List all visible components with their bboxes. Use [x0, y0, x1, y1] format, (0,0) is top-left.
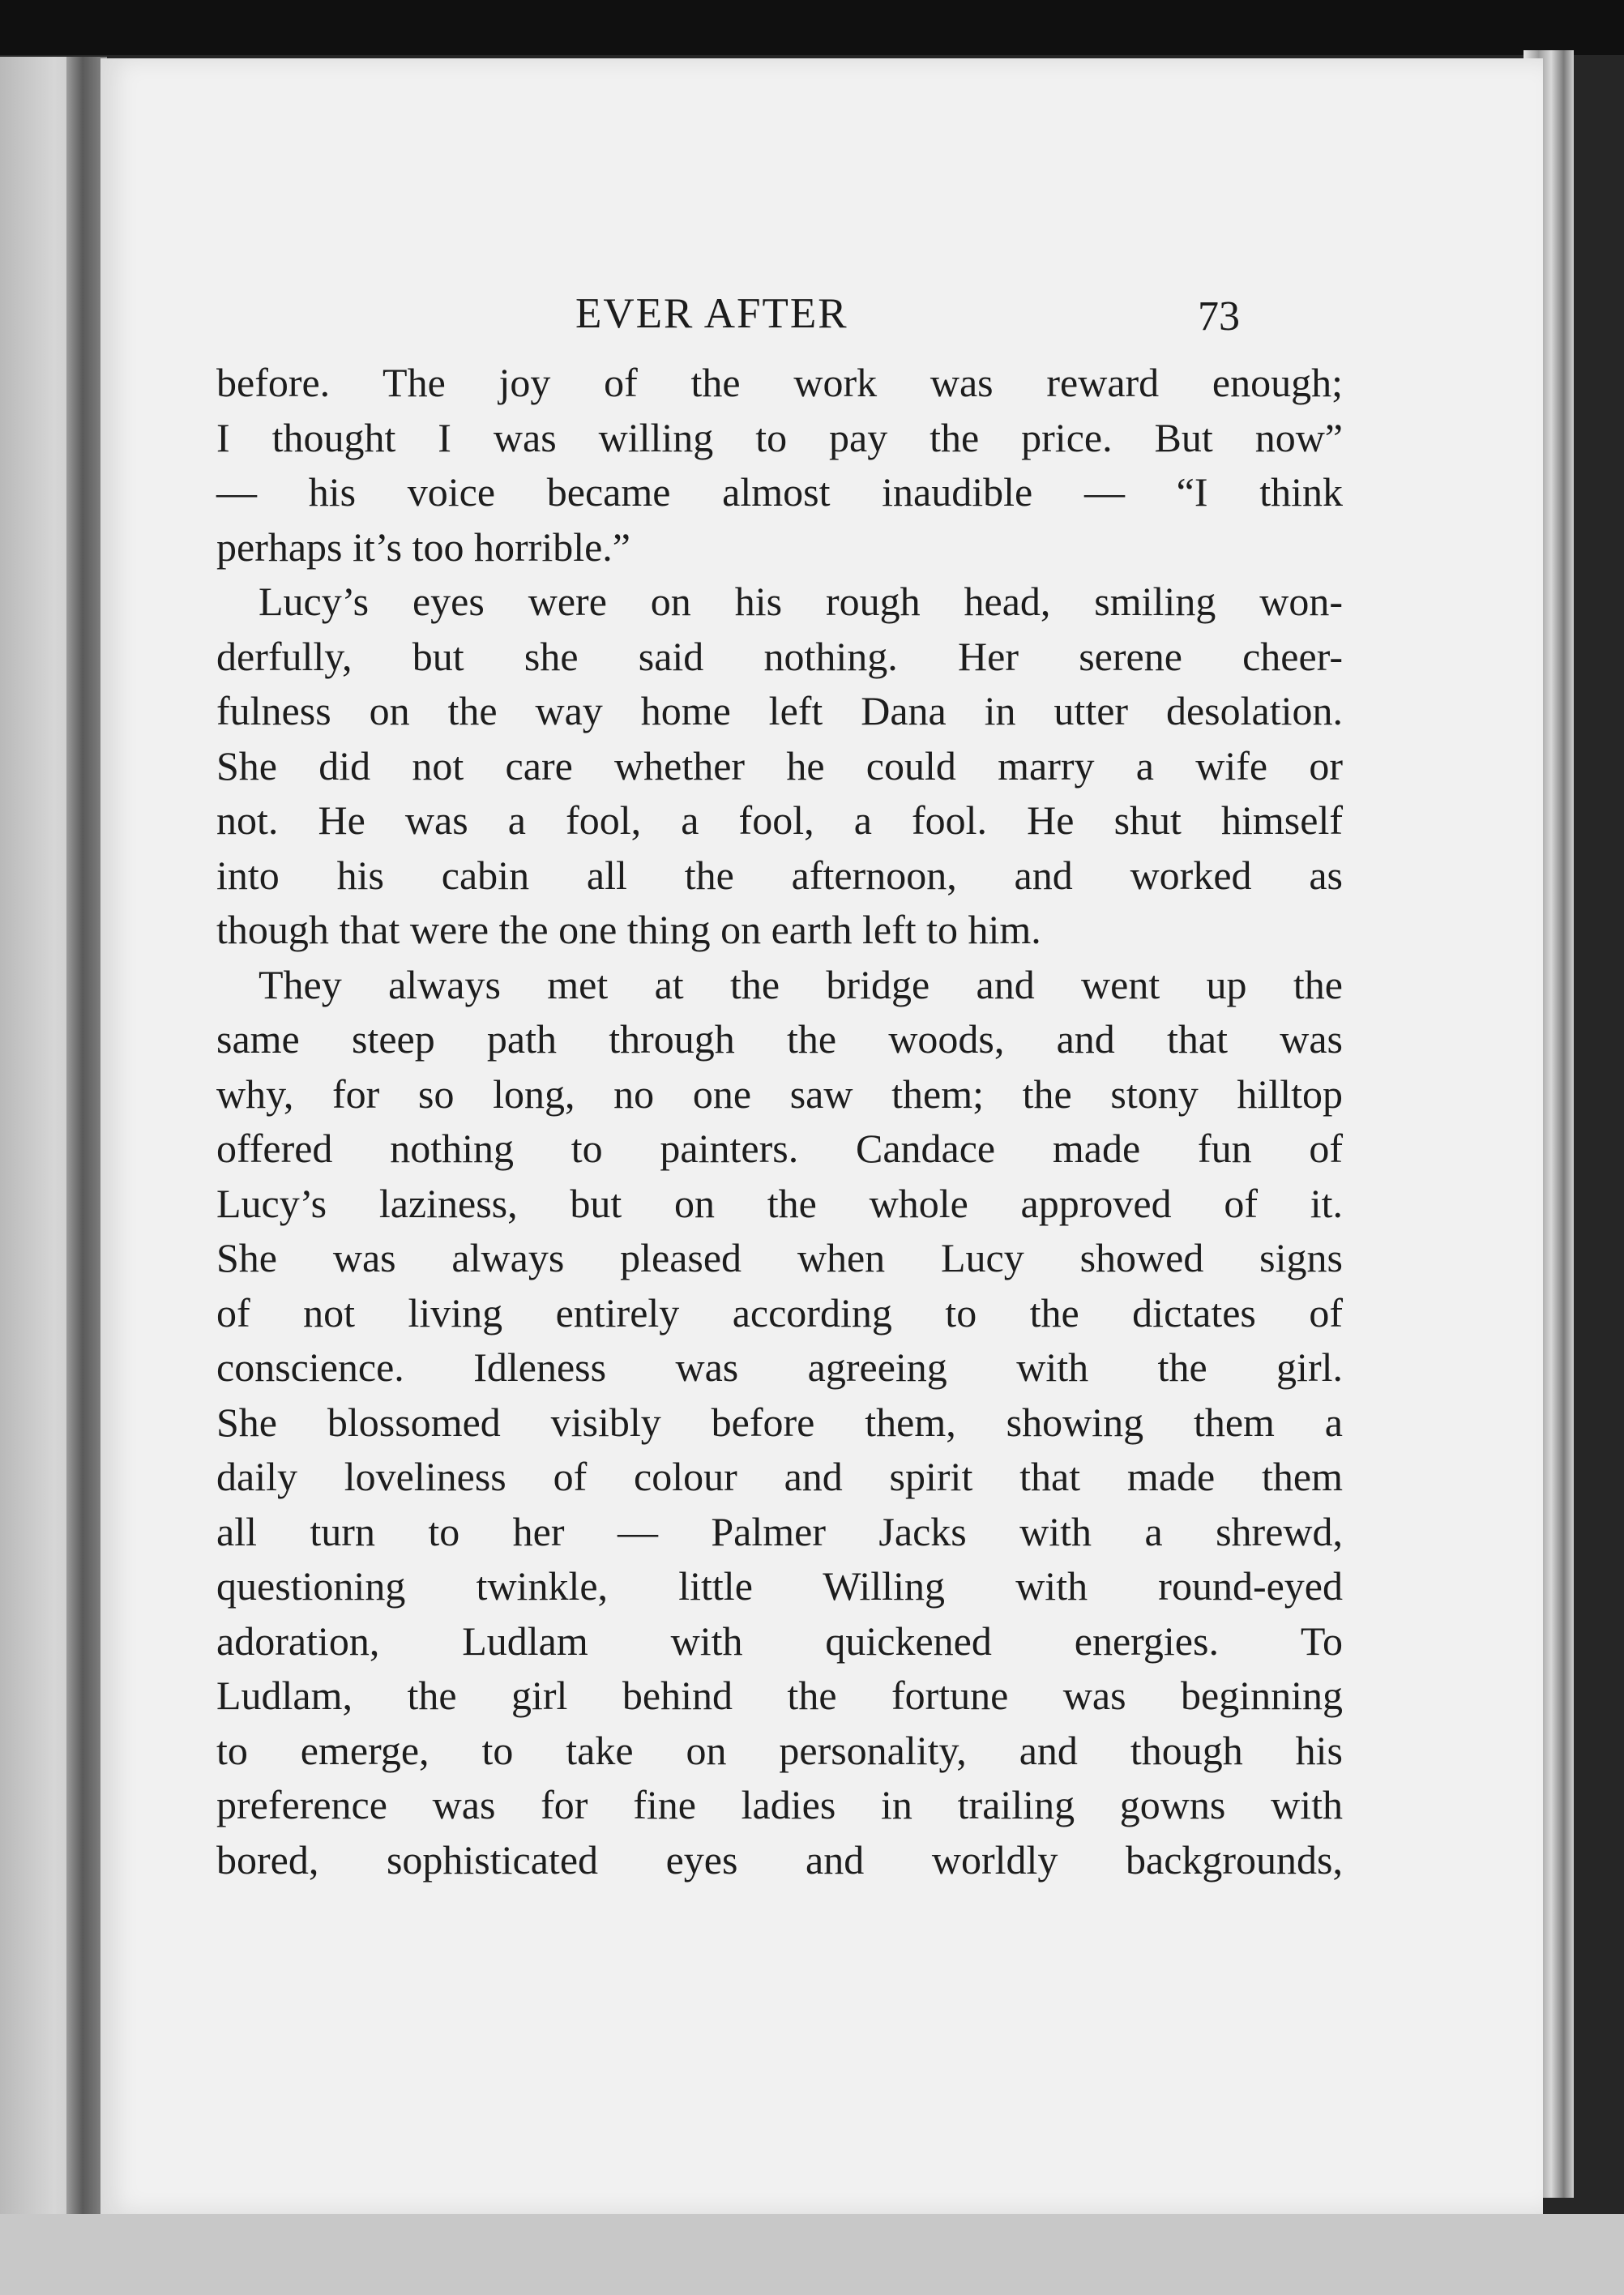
text-line: into his cabin all the afternoon, and worked as: [216, 852, 1343, 898]
book-page: [100, 58, 1543, 2214]
text-line: She blossomed visibly before them, showing them a: [216, 1399, 1343, 1445]
text-line: not. He was a fool, a fool, a fool. He shut himself: [216, 797, 1343, 843]
text-line: why, for so long, no one saw them; the stony hilltop: [216, 1071, 1343, 1117]
text-line: I thought I was willing to pay the price. But now”: [216, 414, 1343, 460]
text-line: adoration, Ludlam with quickened energies. To: [216, 1618, 1343, 1664]
text-line: conscience. Idleness was agreeing with the girl.: [216, 1344, 1343, 1390]
text-line: She did not care whether he could marry a wife or: [216, 742, 1343, 789]
text-line: bored, sophisticated eyes and worldly backgrounds,: [216, 1836, 1343, 1883]
text-line: derfully, but she said nothing. Her serene cheer-: [216, 633, 1343, 679]
scan-top-border: [0, 0, 1624, 55]
text-line: Lucy’s laziness, but on the whole approved of it.: [216, 1180, 1343, 1226]
page-number: 73: [1198, 293, 1240, 340]
text-line: They always met at the bridge and went up the: [259, 961, 1343, 1007]
text-line: all turn to her — Palmer Jacks with a shrewd,: [216, 1508, 1343, 1554]
text-line: before. The joy of the work was reward enough;: [216, 360, 1343, 405]
text-line: offered nothing to painters. Candace made fun of: [216, 1126, 1343, 1171]
text-line: preference was for fine ladies in trailing gowns with: [216, 1782, 1343, 1827]
text-line: questioning twinkle, little Willing with round-eyed: [216, 1563, 1343, 1609]
text-line: of not living entirely according to the dictates of: [216, 1289, 1343, 1336]
text-line: daily loveliness of colour and spirit that made them: [216, 1454, 1343, 1499]
text-line: same steep path through the woods, and that was: [216, 1016, 1343, 1062]
body-text: [216, 356, 1343, 1887]
text-line: Ludlam, the girl behind the fortune was beginning: [216, 1673, 1343, 1718]
text-line: to emerge, to take on personality, and though his: [216, 1727, 1343, 1773]
text-line: She was always pleased when Lucy showed signs: [216, 1235, 1343, 1280]
page-header: [100, 285, 1543, 358]
text-line: fulness on the way home left Dana in utter desolation.: [216, 688, 1343, 733]
text-line: though that were the one thing on earth left to him.: [216, 907, 1041, 952]
text-line: Lucy’s eyes were on his rough head, smiling won-: [259, 579, 1343, 624]
text-line: — his voice became almost inaudible — “I think: [216, 469, 1343, 515]
scan-bottom-border: [0, 2214, 1624, 2295]
running-title: EVER AFTER: [575, 290, 848, 337]
text-line: perhaps it’s too horrible.”: [216, 524, 630, 570]
